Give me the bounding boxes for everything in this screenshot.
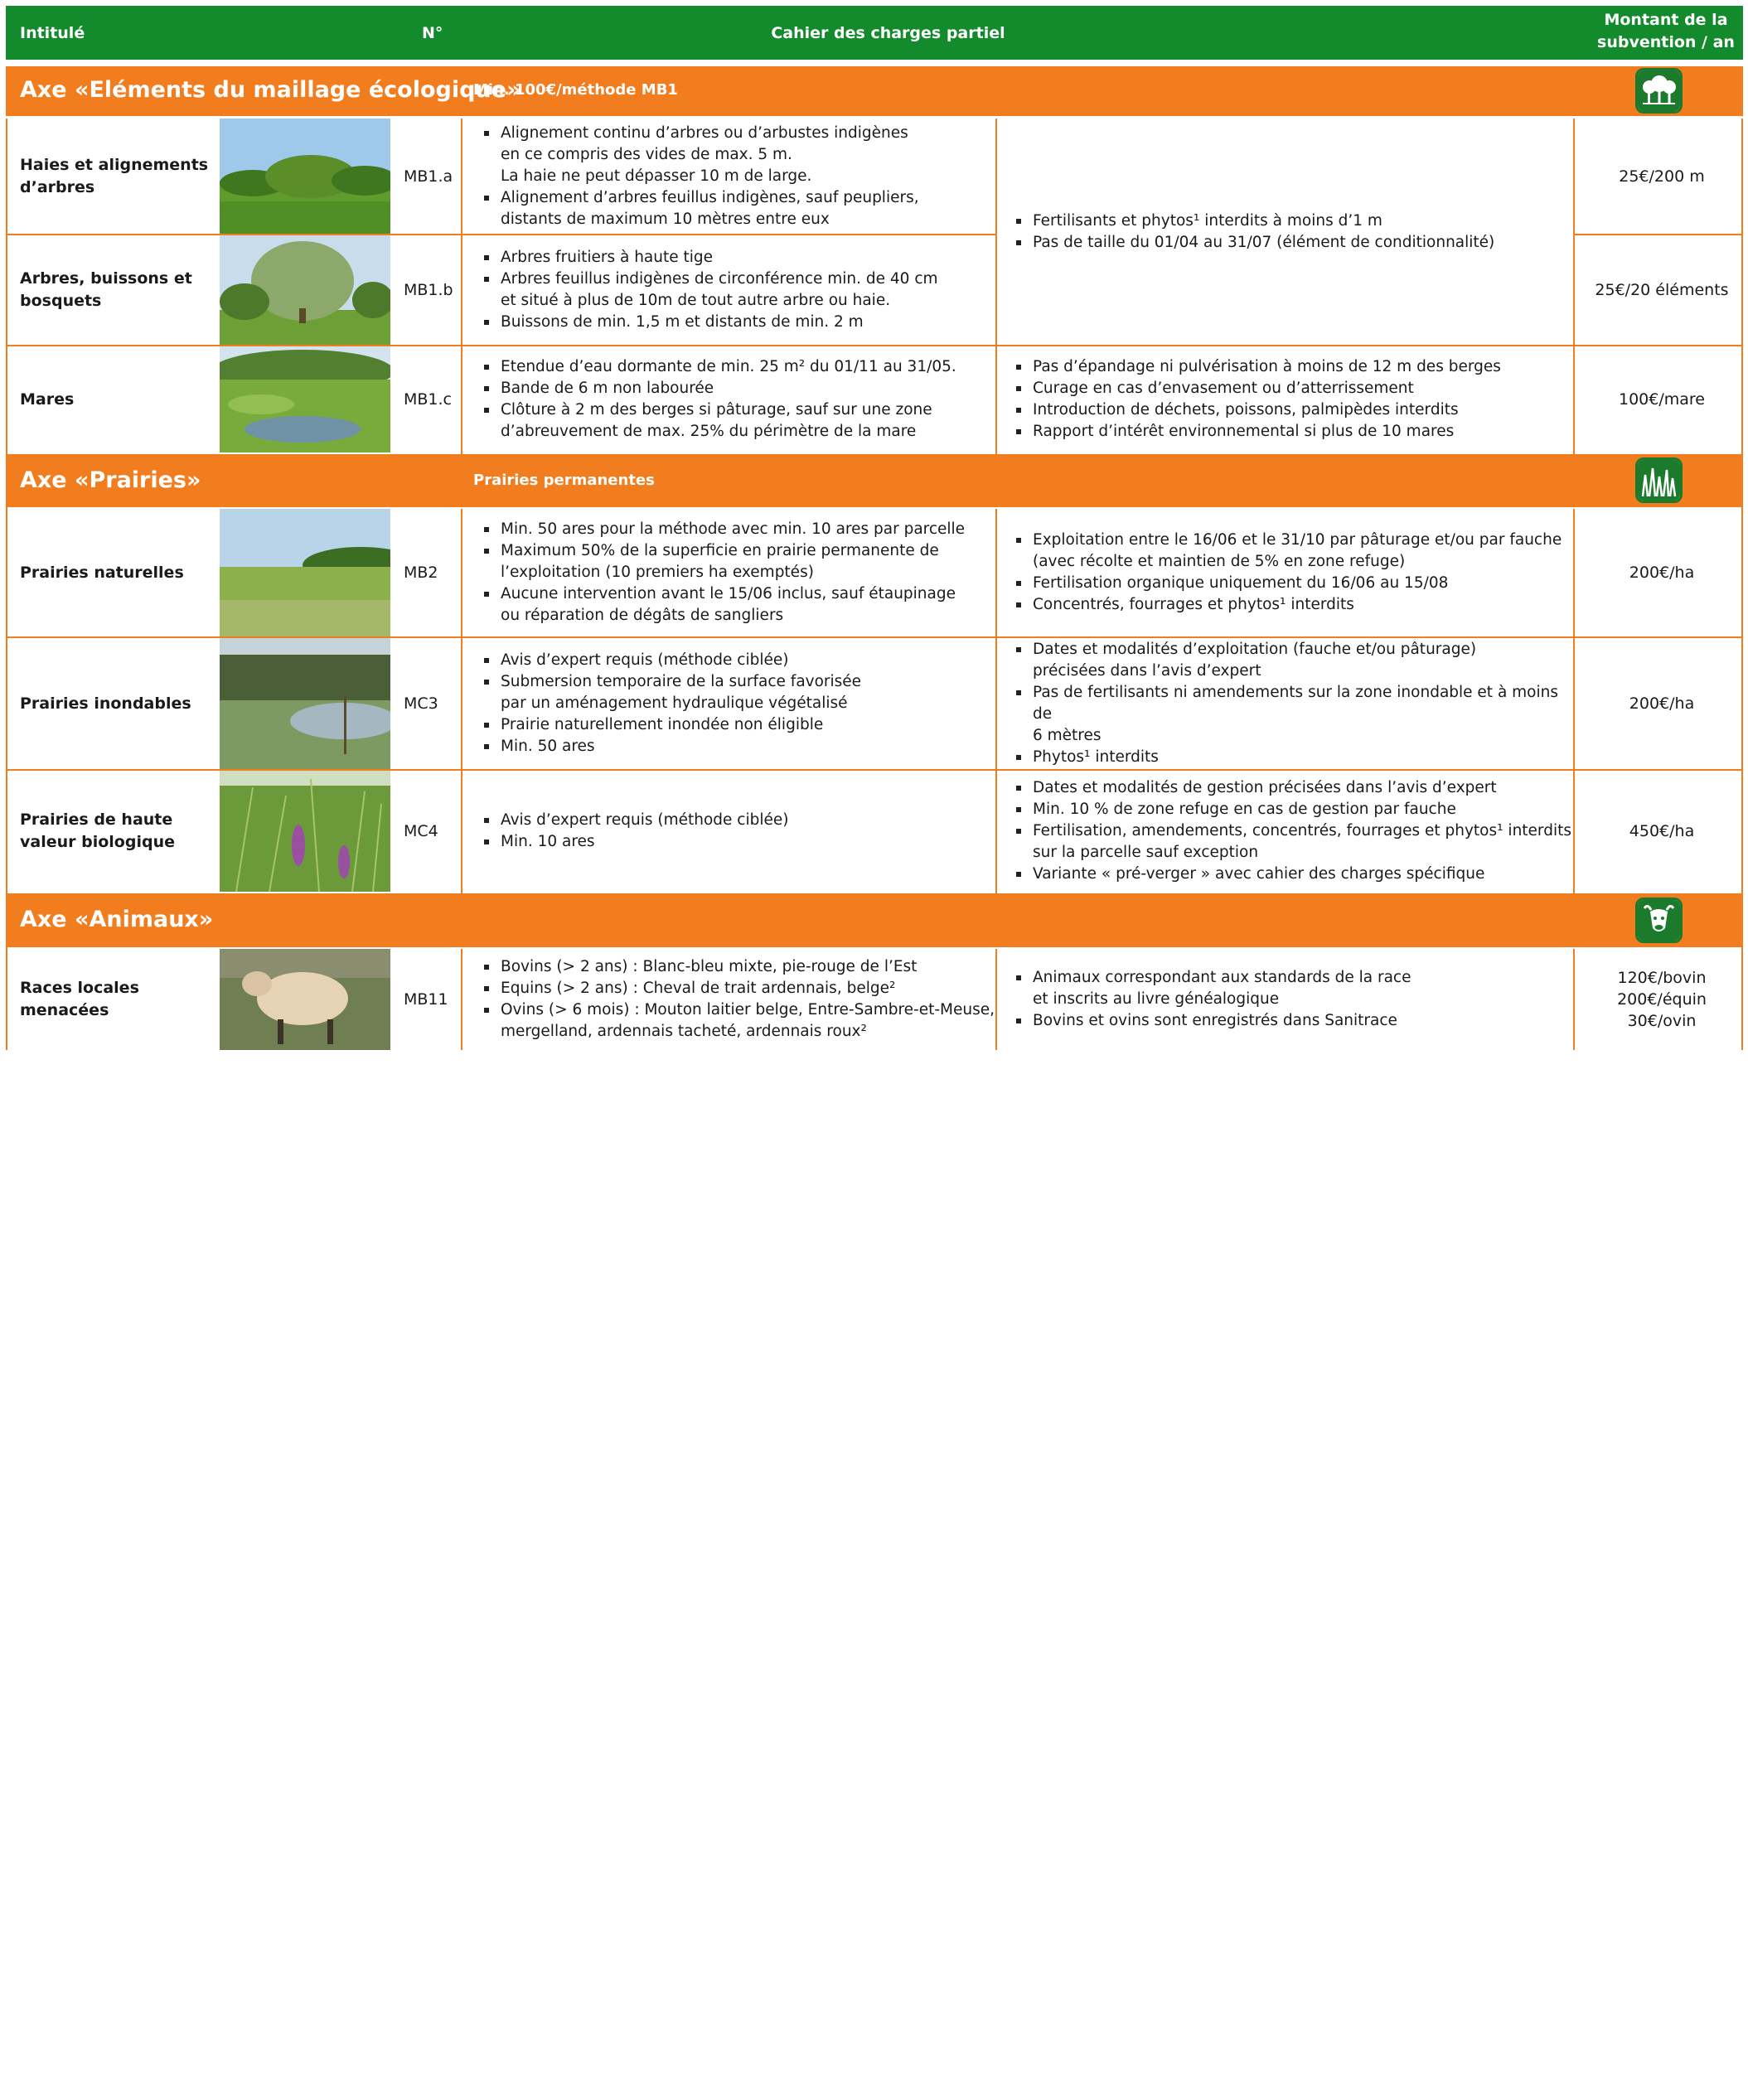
flooded-meadow-photo xyxy=(220,638,390,769)
conditions-cell xyxy=(1005,638,1576,769)
requirements-cell xyxy=(472,509,999,636)
grid-line xyxy=(6,119,7,1050)
requirement-item: Arbres fruitiers à haute tige xyxy=(482,247,938,269)
grid-line xyxy=(6,234,995,235)
condition-item: Concentrés, fourrages et phytos¹ interdits xyxy=(1014,594,1562,616)
grid-line xyxy=(995,119,997,454)
condition-item: Phytos¹ interdits xyxy=(1014,747,1576,768)
row-name: Prairies naturelles xyxy=(20,563,184,582)
condition-item: Exploitation entre le 16/06 et le 31/10 par pâturage et/ou par fauche (avec récolte et maintien de 5% en zone refuge) xyxy=(1014,530,1562,573)
amount: 25€/200 m xyxy=(1619,167,1705,186)
requirement-item: Equins (> 2 ans) : Cheval de trait ardennais, belge² xyxy=(482,978,995,999)
condition-item: Animaux correspondant aux standards de la race et inscrits au livre généalogique xyxy=(1014,967,1411,1010)
conditions-cell xyxy=(1005,509,1576,636)
condition-item: Pas de taille du 01/04 au 31/07 (élément de conditionnalité) xyxy=(1014,232,1494,254)
axis-band-prairies xyxy=(6,454,1743,507)
condition-item: Pas d’épandage ni pulvérisation à moins de 12 m des berges xyxy=(1014,356,1501,378)
condition-item: Variante « pré-verger » avec cahier des charges spécifique xyxy=(1014,864,1571,885)
meadow-photo xyxy=(220,509,390,636)
grid-line xyxy=(1573,234,1743,235)
conditions-cell xyxy=(1005,771,1576,892)
requirement-item: Ovins (> 6 mois) : Mouton laitier belge, Entre-Sambre-et-Meuse, mergelland, ardennais tacheté, ardennais roux² xyxy=(482,999,995,1043)
table-row xyxy=(6,949,1743,1050)
grid-line xyxy=(995,509,997,893)
amount: 100€/mare xyxy=(1619,390,1705,409)
amount-line: 30€/ovin xyxy=(1627,1012,1697,1030)
grid-line xyxy=(1573,949,1575,1050)
grid-line xyxy=(461,119,462,454)
condition-item: Dates et modalités d’exploitation (fauche et/ou pâturage) précisées dans l’avis d’expert xyxy=(1014,639,1576,682)
orchid-meadow-photo xyxy=(220,771,390,892)
amount: 200€/ha xyxy=(1629,694,1695,713)
requirement-item: Alignement continu d’arbres ou d’arbustes indigènes en ce compris des vides de max. 5 m. La haie ne peut dépasser 10 m de large. xyxy=(482,123,919,187)
condition-item: Rapport d’intérêt environnemental si plus de 10 mares xyxy=(1014,421,1501,443)
tree-photo xyxy=(220,235,390,345)
row-name: Races locales menacées xyxy=(20,979,139,1019)
requirements-cell xyxy=(472,235,999,345)
amount: 25€/20 éléments xyxy=(1595,281,1729,299)
header-numero: N° xyxy=(422,24,443,42)
header-montant-2: subvention / an xyxy=(1597,33,1735,51)
amount: 200€/ha xyxy=(1629,564,1695,582)
table-row xyxy=(6,638,1743,769)
requirement-item: Min. 10 ares xyxy=(482,831,788,853)
requirement-item: Prairie naturellement inondée non éligible xyxy=(482,714,861,736)
condition-item: Fertilisation organique uniquement du 16/06 au 15/08 xyxy=(1014,573,1562,594)
requirements-cell xyxy=(472,638,999,769)
sheep-photo xyxy=(220,949,390,1050)
requirements-cell xyxy=(472,771,999,892)
grid-line xyxy=(6,636,1743,638)
row-code: MC3 xyxy=(404,694,438,713)
row-code: MB1.b xyxy=(404,281,453,299)
requirements-cell xyxy=(472,949,999,1050)
row-name: Prairies de haute valeur biologique xyxy=(20,810,175,851)
grid-line xyxy=(995,949,997,1050)
axis-band-animaux xyxy=(6,893,1743,947)
amount-line: 200€/équin xyxy=(1617,990,1707,1009)
condition-item: Fertilisants et phytos¹ interdits à moins d’1 m xyxy=(1014,210,1494,232)
condition-item: Introduction de déchets, poissons, palmipèdes interdits xyxy=(1014,399,1501,421)
condition-item: Dates et modalités de gestion précisées dans l’avis d’expert xyxy=(1014,777,1571,799)
axis-title: Axe «Prairies» xyxy=(20,467,201,493)
requirement-item: Buissons de min. 1,5 m et distants de min. 2 m xyxy=(482,312,938,333)
header-cahier: Cahier des charges partiel xyxy=(771,24,1005,42)
requirements-cell xyxy=(472,119,999,234)
trees-icon xyxy=(1635,68,1683,114)
requirements-cell xyxy=(472,346,999,452)
row-code: MB1.a xyxy=(404,167,453,186)
axis-title: Axe «Eléments du maillage écologique» xyxy=(20,77,521,103)
table-row xyxy=(6,771,1743,892)
row-name: Mares xyxy=(20,390,75,409)
row-code: MC4 xyxy=(404,822,438,840)
requirement-item: Avis d’expert requis (méthode ciblée) xyxy=(482,810,788,831)
grid-line xyxy=(6,769,1743,771)
header-intitule: Intitulé xyxy=(20,24,85,42)
row-name: Prairies inondables xyxy=(20,694,191,713)
conditions-cell xyxy=(1005,119,1576,345)
requirement-item: Aucune intervention avant le 15/06 inclus, sauf étaupinage ou réparation de dégâts de sangliers xyxy=(482,583,965,627)
table-row xyxy=(6,346,1743,452)
row-name: Haies et alignements d’arbres xyxy=(20,155,209,196)
requirement-item: Maximum 50% de la superficie en prairie permanente de l’exploitation (10 premiers ha exemptés) xyxy=(482,540,965,583)
condition-item: Fertilisation, amendements, concentrés, fourrages et phytos¹ interdits sur la parcelle sauf exception xyxy=(1014,820,1571,864)
grid-line xyxy=(461,949,462,1050)
axis-band-maillage xyxy=(6,66,1743,116)
table-header xyxy=(6,6,1743,60)
requirement-item: Avis d’expert requis (méthode ciblée) xyxy=(482,650,861,671)
amount: 450€/ha xyxy=(1629,822,1695,840)
row-code: MB2 xyxy=(404,564,438,582)
grid-line xyxy=(1573,509,1575,893)
grid-line xyxy=(6,345,1743,346)
condition-item: Bovins et ovins sont enregistrés dans Sanitrace xyxy=(1014,1010,1411,1032)
requirement-item: Bovins (> 2 ans) : Blanc-bleu mixte, pie-rouge de l’Est xyxy=(482,956,995,978)
condition-item: Min. 10 % de zone refuge en cas de gestion par fauche xyxy=(1014,799,1571,820)
header-montant-1: Montant de la xyxy=(1604,11,1728,29)
row-code: MB1.c xyxy=(404,390,453,409)
cow-head-icon xyxy=(1635,898,1683,943)
amount-line: 120€/bovin xyxy=(1617,969,1707,987)
pond-photo xyxy=(220,346,390,452)
requirement-item: Min. 50 ares xyxy=(482,736,861,757)
requirement-item: Arbres feuillus indigènes de circonférence min. de 40 cm et situé à plus de 10m de tout autre arbre ou haie. xyxy=(482,269,938,312)
grid-line xyxy=(1573,119,1575,454)
grid-line xyxy=(1741,119,1743,1050)
condition-item: Pas de fertilisants ni amendements sur la zone inondable et à moins de 6 mètres xyxy=(1014,682,1576,747)
amount xyxy=(1581,949,1743,1050)
grid-line xyxy=(461,509,462,893)
requirement-item: Etendue d’eau dormante de min. 25 m² du 01/11 au 31/05. xyxy=(482,356,956,378)
row-name: Arbres, buissons et bosquets xyxy=(20,269,192,310)
condition-item: Curage en cas d’envasement ou d’atterrissement xyxy=(1014,378,1501,399)
requirement-item: Clôture à 2 m des berges si pâturage, sauf sur une zone d’abreuvement de max. 25% du périmètre de la mare xyxy=(482,399,956,443)
axis-subtitle: Prairies permanentes xyxy=(473,472,655,489)
hedge-photo xyxy=(220,119,390,234)
row-code: MB11 xyxy=(404,990,448,1009)
requirement-item: Min. 50 ares pour la méthode avec min. 10 ares par parcelle xyxy=(482,519,965,540)
axis-subtitle: Min. 100€/méthode MB1 xyxy=(473,81,678,99)
grass-icon xyxy=(1635,457,1683,503)
axis-title: Axe «Animaux» xyxy=(20,907,214,932)
requirement-item: Alignement d’arbres feuillus indigènes, sauf peupliers, distants de maximum 10 mètres entre eux xyxy=(482,187,919,230)
conditions-cell xyxy=(1005,949,1576,1050)
requirement-item: Submersion temporaire de la surface favorisée par un aménagement hydraulique végétalisé xyxy=(482,671,861,714)
requirement-item: Bande de 6 m non labourée xyxy=(482,378,956,399)
table-row xyxy=(6,509,1743,636)
conditions-cell xyxy=(1005,346,1576,452)
